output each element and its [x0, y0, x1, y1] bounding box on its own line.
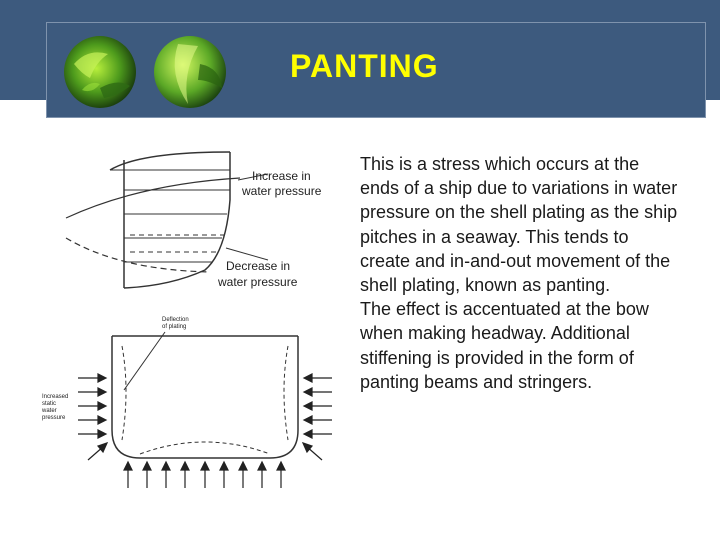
paragraph-1: This is a stress which occurs at the ends of a ship due to variations in water pressure on the shell plating as the ship pitches in a seaway. This tends to create and in-and-out movement of the shell plating, known as panting. [360, 154, 678, 296]
figure-labels [41, 169, 322, 421]
paragraph-2: The effect is accentuated at the bow when making headway. Additional stiffening is provided in the form of panting beams and stringers. [360, 299, 649, 392]
pressure-arrows [78, 374, 332, 488]
label-static-3: water [42, 408, 57, 414]
bottom-arrows [124, 462, 285, 488]
svg-text:water pressure [241, 184, 322, 198]
slide-title: PANTING [290, 48, 439, 84]
label-deflection-2: of plating [162, 324, 187, 330]
label-static-2: static [42, 401, 57, 407]
left-arrows [78, 374, 107, 460]
svg-text:pressure [42, 415, 66, 421]
label-static-4: pressure [42, 415, 66, 421]
label-increase-1: Increase in [252, 169, 311, 183]
body-text [360, 152, 680, 394]
midship-section-view [112, 332, 298, 458]
svg-text:Increase in [252, 169, 311, 183]
label-decrease-1: Decrease in [226, 259, 291, 273]
svg-text:of plating [162, 324, 186, 330]
label-decrease-2: water pressure [218, 275, 298, 289]
svg-text:water [41, 408, 57, 414]
label-static-1: Increased [42, 394, 69, 400]
svg-text:Increased [42, 394, 68, 400]
svg-text:water pressure [217, 275, 298, 289]
svg-text:Decrease in [226, 259, 290, 273]
right-arrows [303, 374, 332, 460]
label-increase-2: water pressure [242, 184, 322, 198]
panting-diagram [30, 140, 340, 500]
label-deflection-1: Deflection [162, 317, 189, 323]
svg-text:Deflection [162, 317, 189, 323]
leaf-icon [60, 34, 235, 114]
svg-text:static [42, 401, 56, 407]
